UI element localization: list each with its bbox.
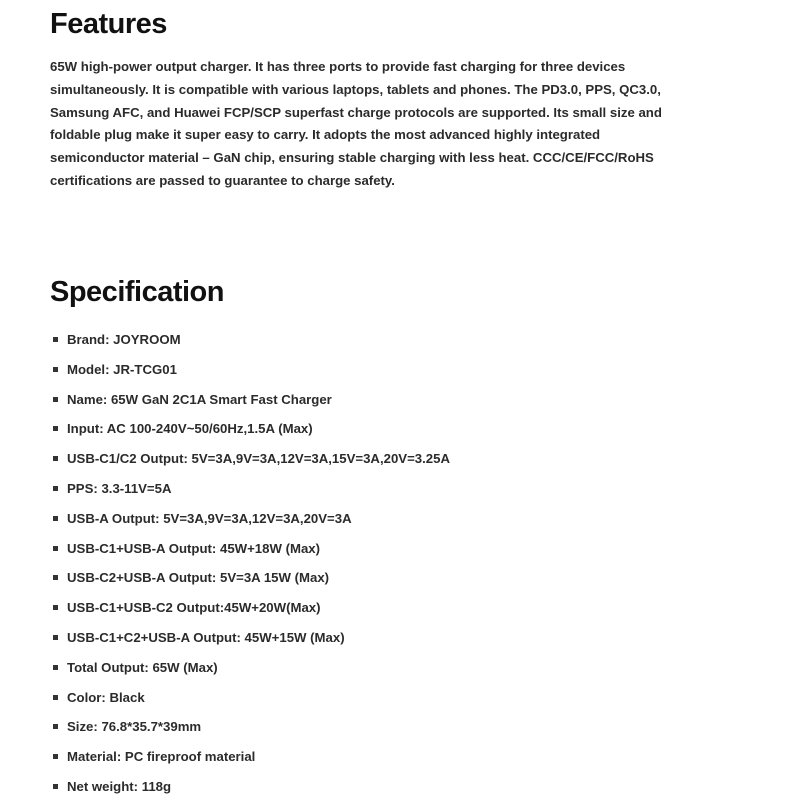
bullet-square-icon	[53, 575, 58, 580]
spec-item-text: USB-C1+USB-A Output: 45W+18W (Max)	[67, 540, 321, 556]
spec-item	[50, 598, 730, 628]
spec-item-text: USB-A Output: 5V=3A,9V=3A,12V=3A,20V=3A	[67, 510, 352, 526]
spec-item-text: USB-C1/C2 Output: 5V=3A,9V=3A,12V=3A,15V=3A,20V=3.25A	[67, 451, 450, 467]
spec-item	[50, 658, 730, 688]
bullet-square-icon	[53, 665, 58, 670]
spec-item	[50, 688, 730, 718]
spec-item	[50, 449, 730, 479]
bullet-square-icon	[53, 695, 58, 700]
spec-item-text: Input: AC 100-240V~50/60Hz,1.5A (Max)	[67, 421, 313, 437]
spec-item-text: Name: 65W GaN 2C1A Smart Fast Charger	[67, 391, 332, 407]
specification-list	[50, 330, 730, 807]
bullet-square-icon	[53, 546, 58, 551]
spec-item-text: Net weight: 118g	[67, 778, 172, 794]
bullet-square-icon	[53, 426, 58, 431]
bullet-square-icon	[53, 456, 58, 461]
bullet-square-icon	[53, 605, 58, 610]
bullet-square-icon	[53, 516, 58, 521]
spec-item-text: USB-C1+USB-C2 Output:45W+20W(Max)	[67, 600, 321, 616]
features-heading: Features	[50, 8, 167, 40]
spec-item-text: PPS: 3.3-11V=5A	[67, 480, 172, 496]
spec-item	[50, 777, 730, 807]
spec-item-text: Size: 76.8*35.7*39mm	[67, 719, 202, 735]
bullet-square-icon	[53, 367, 58, 372]
spec-item	[50, 360, 730, 390]
bullet-square-icon	[53, 724, 58, 729]
bullet-square-icon	[53, 486, 58, 491]
spec-item-text: Total Output: 65W (Max)	[67, 659, 218, 675]
spec-item-text: Material: PC fireproof material	[67, 749, 256, 765]
spec-item-text: Brand: JOYROOM	[67, 332, 181, 347]
bullet-square-icon	[53, 784, 58, 789]
spec-item-text: USB-C2+USB-A Output: 5V=3A 15W (Max)	[67, 570, 330, 586]
spec-item-text: Model: JR-TCG01	[67, 361, 177, 377]
bullet-square-icon	[53, 754, 58, 759]
bullet-square-icon	[53, 635, 58, 640]
spec-item	[50, 628, 730, 658]
specification-heading: Specification	[50, 276, 224, 308]
spec-item-text: USB-C1+C2+USB-A Output: 45W+15W (Max)	[67, 629, 345, 645]
bullet-square-icon	[53, 337, 58, 342]
spec-item	[50, 419, 730, 449]
spec-item	[50, 539, 730, 569]
bullet-square-icon	[53, 397, 58, 402]
spec-item	[50, 479, 730, 509]
features-paragraph: 65W high-power output charger. It has three ports to provide fast charging for three devices simultaneously. It is compatible with various laptops, tablets and phones. The PD3.0, PPS, QC3.0, Samsung AFC, and Huawei FCP/SCP superfast charge protocols are supported. Its small size and foldable plug make it super easy to carry. It adopts the most advanced highly integrated semiconductor material – GaN chip, ensuring stable charging with less heat. CCC/CE/FCC/RoHS certifications are passed to guarantee to charge safety.	[50, 59, 662, 188]
spec-item	[50, 717, 730, 747]
spec-item	[50, 390, 730, 420]
spec-item-text: Color: Black	[67, 689, 145, 705]
spec-item	[50, 330, 730, 360]
spec-item	[50, 747, 730, 777]
spec-item	[50, 509, 730, 539]
spec-item	[50, 568, 730, 598]
